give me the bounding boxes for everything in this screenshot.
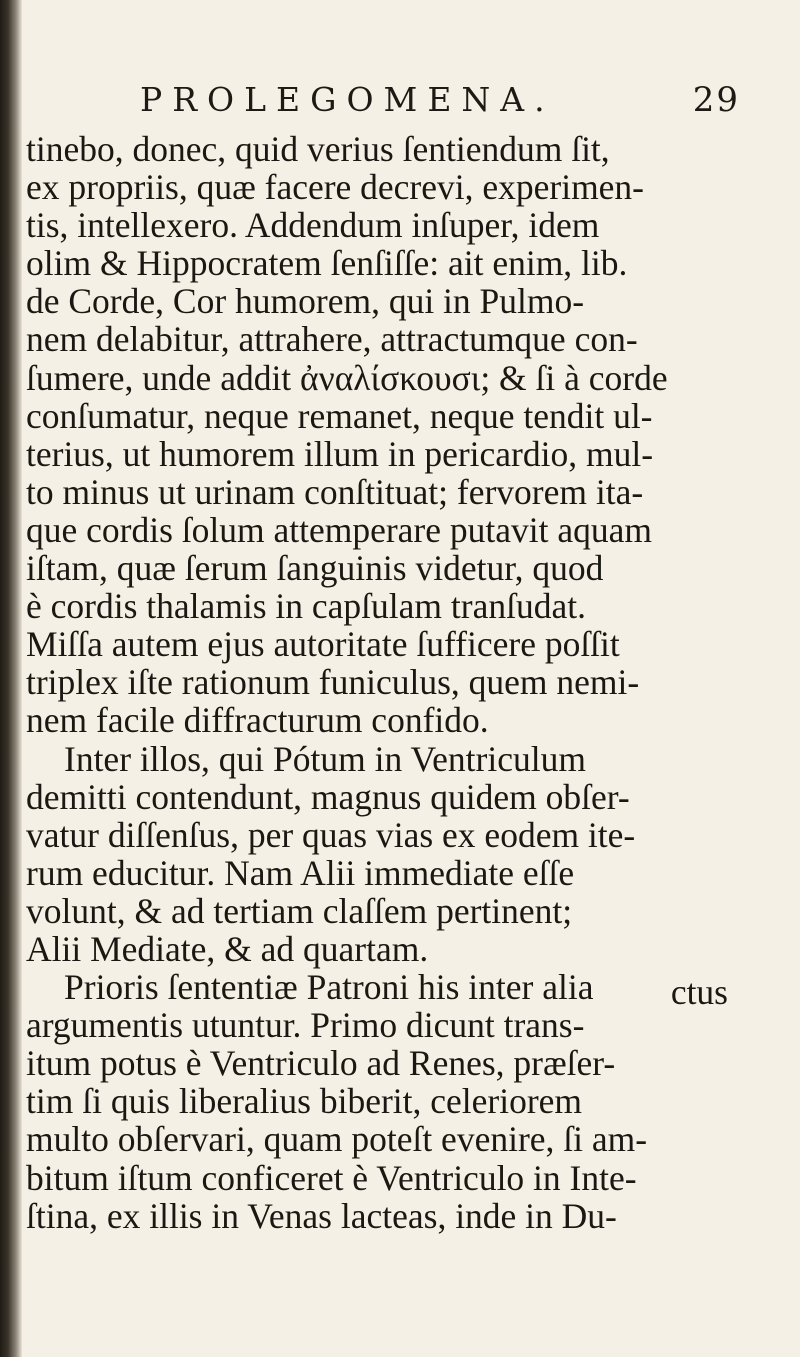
text-line: ex propriis, quæ facere decrevi, experimen- [26,167,645,208]
book-gutter-shadow [0,0,22,1357]
text-line: ſumere, unde addit ἀναλίσκουσι; & ſi à corde [26,357,668,398]
text-line: vatur diſſenſus, per quas vias ex eodem ite- [26,814,636,855]
text-line: de Corde, Cor humorem, qui in Pulmo- [26,281,585,322]
text-line: nem facile diffracturum confido. [26,700,489,741]
text-line: que cordis ſolum attemperare putavit aquam [26,509,652,550]
text-line: triplex iſte rationum funiculus, quem nemi- [26,662,640,703]
text-line: Miſſa autem ejus autoritate ſufficere poſſit [26,624,620,665]
text-line: to minus ut urinam conſtituat; fervorem ita- [26,471,644,512]
text-line: terius, ut humorem illum in pericardio, mul- [26,433,654,474]
text-line: ſtina, ex illis in Venas lacteas, inde in Du- [26,1195,617,1236]
page-number: 29 [692,80,740,120]
text-line: nem delabitur, attrahere, attractumque con- [26,319,638,360]
catchword: ctus [670,972,728,1012]
text-line: multo obſervari, quam poteſt evenire, ſi am- [26,1119,648,1160]
body-text [26,130,736,1235]
text-line: demitti contendunt, magnus quidem obſer- [26,776,630,817]
text-line: tis, intellexero. Addendum inſuper, idem [26,205,600,246]
running-head: PROLEGOMENA. [140,80,555,119]
text-line: Alii Mediate, & ad quartam. [26,928,429,969]
text-line: olim & Hippocratem ſenſiſſe: ait enim, lib. [26,243,628,284]
text-line: iſtam, quæ ſerum ſanguinis videtur, quod [26,548,604,589]
text-line: argumentis utuntur. Primo dicunt trans- [26,1005,585,1046]
text-line: bitum iſtum conficeret è Ventriculo in Inte- [26,1157,637,1198]
text-line: volunt, & ad tertiam claſſem pertinent; [26,890,573,931]
text-line: tinebo, donec, quid verius ſentiendum ſit, [26,129,610,169]
text-line: conſumatur, neque remanet, neque tendit ul- [26,395,653,436]
text-line: rum educitur. Nam Alii immediate eſſe [26,852,575,893]
text-line: tim ſi quis liberalius biberit, celeriorem [26,1081,583,1122]
text-line: Prioris ſententiæ Patroni his inter alia [64,967,594,1008]
page-header [140,80,740,120]
text-line: Inter illos, qui Pótum in Ventriculum [64,738,586,779]
text-line: itum potus è Ventriculo ad Renes, præſer- [26,1043,616,1084]
text-line: è cordis thalamis in capſulam tranſudat. [26,586,586,627]
